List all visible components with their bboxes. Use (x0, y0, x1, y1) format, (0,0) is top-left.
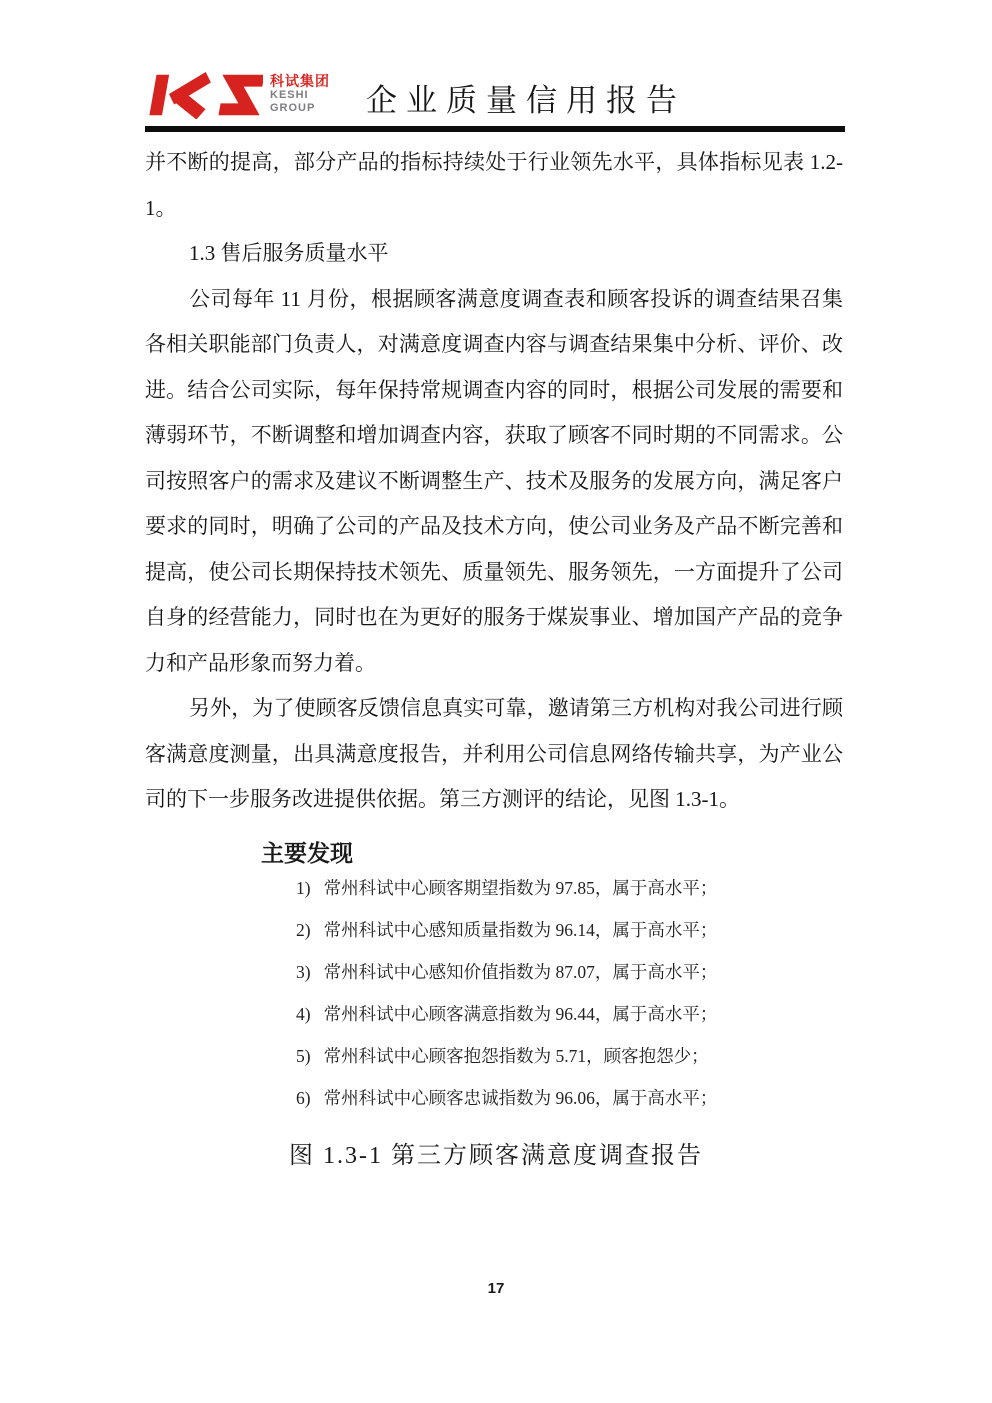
finding-number: 1) (296, 877, 311, 898)
paragraph-third-party: 另外，为了使顾客反馈信息真实可靠，邀请第三方机构对我公司进行顾客满意度测量，出具满意度报告，并利用公司信息网络传输共享，为产业公司的下一步服务改进提供依据。第三方测评的结论，见图 1.3-1。 (145, 696, 843, 811)
ks-logo-icon (145, 71, 263, 119)
section-heading-1-3: 1.3 售后服务质量水平 (189, 241, 389, 265)
page-header (145, 64, 845, 132)
brand-text (270, 74, 330, 116)
page-number: 17 (487, 1280, 505, 1297)
brand-logo (145, 71, 330, 119)
report-title: 企业质量信用报告 (366, 83, 686, 118)
paragraph-survey-process: 公司每年 11 月份，根据顾客满意度调查表和顾客投诉的调查结果召集各相关职能部门负责人，对满意度调查内容与调查结果集中分析、评价、改进。结合公司实际，每年保持常规调查内容的同时，根据公司发展的需要和薄弱环节，不断调整和增加调查内容，获取了顾客不同时期的不同需求。公司按照客户的需求及建议不断调整生产、技术及服务的发展方向，满足客户要求的同时，明确了公司的产品及技术方向，使公司业务及产品不断完善和提高，使公司长期保持技术领先、质量领先、服务领先，一方面提升了公司自身的经营能力，同时也在为更好的服务于煤炭事业、增加国产产品的竞争力和产品形象而努力着。 (145, 286, 843, 675)
body-text (145, 140, 843, 823)
finding-item (296, 909, 843, 951)
finding-text: 常州科试中心顾客抱怨指数为 5.71，顾客抱怨少； (323, 1045, 709, 1066)
finding-number: 3) (296, 961, 311, 982)
finding-number: 5) (296, 1045, 311, 1066)
finding-text: 常州科试中心顾客期望指数为 97.85，属于高水平； (323, 877, 718, 898)
finding-item (296, 951, 843, 993)
findings-heading: 主要发现 (261, 839, 353, 866)
finding-text: 常州科试中心顾客满意指数为 96.44，属于高水平； (323, 1003, 718, 1024)
finding-item (296, 993, 843, 1035)
company-name-cn: 科试集团 (270, 73, 330, 89)
finding-text: 常州科试中心感知质量指数为 96.14，属于高水平； (323, 919, 718, 940)
finding-text: 常州科试中心感知价值指数为 87.07，属于高水平； (323, 961, 718, 982)
finding-text: 常州科试中心顾客忠诚指数为 96.06，属于高水平； (323, 1087, 718, 1108)
company-name-en-line1: KESHI (270, 89, 309, 101)
paragraph-continued: 并不断的提高，部分产品的指标持续处于行业领先水平，具体指标见表 1.2-1。 (145, 150, 843, 220)
finding-number: 6) (296, 1087, 311, 1108)
finding-number: 2) (296, 919, 311, 940)
figure-caption: 图 1.3-1 第三方顾客满意度调查报告 (289, 1142, 703, 1169)
finding-number: 4) (296, 1003, 311, 1024)
company-name-en-line2: GROUP (270, 102, 316, 114)
finding-item (296, 1077, 843, 1119)
findings-block (145, 839, 843, 1119)
finding-item (296, 1035, 843, 1077)
finding-item (296, 867, 843, 909)
